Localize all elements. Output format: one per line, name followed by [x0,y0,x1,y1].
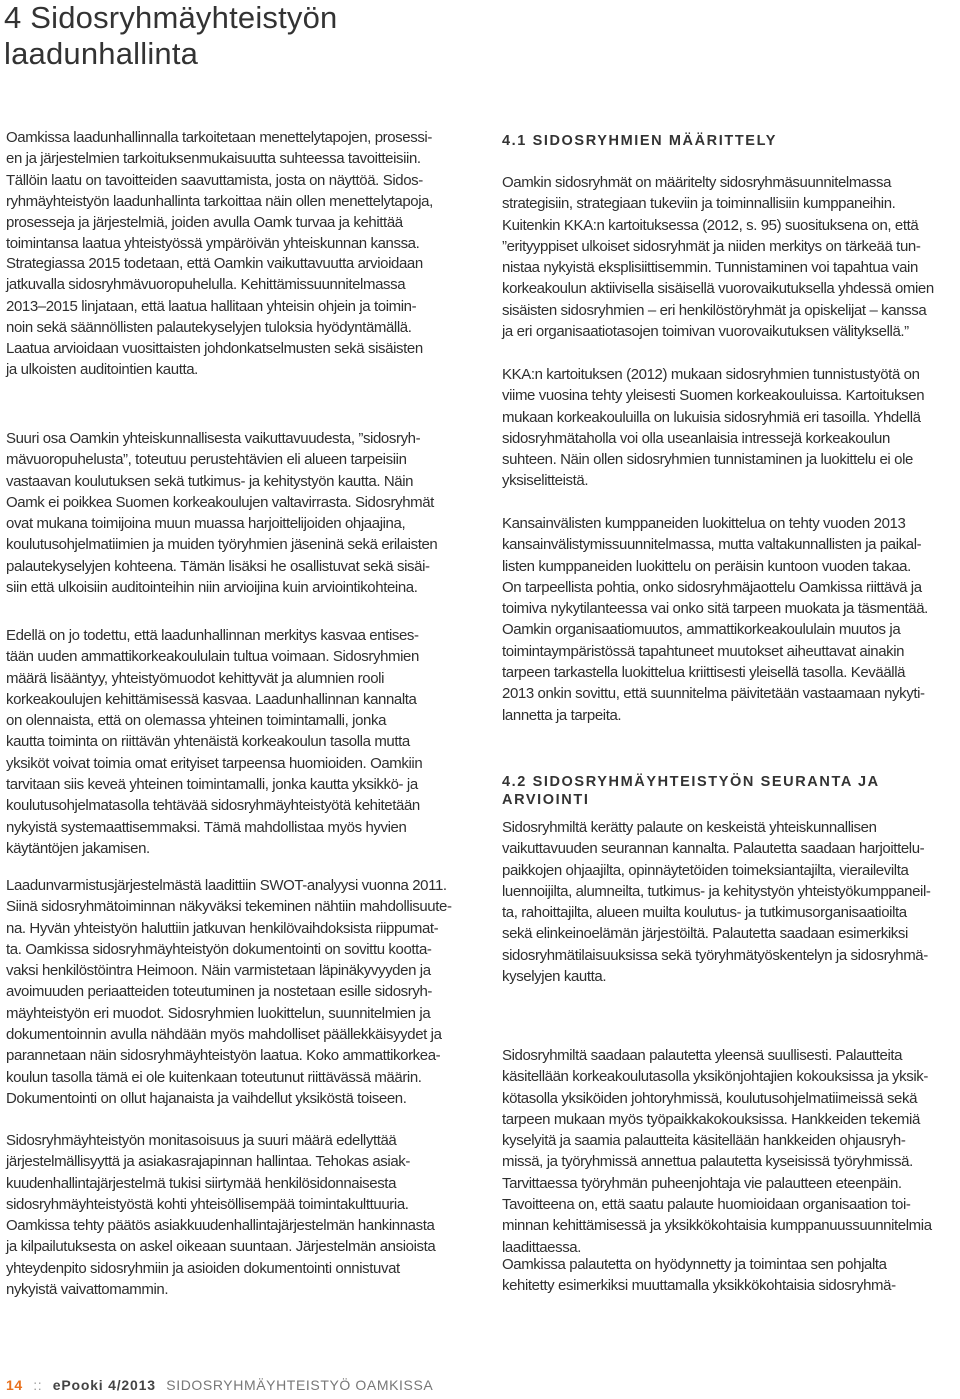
text-line: nistaa nykyistä eksplisiittisemmin. Tunnistaminen voi tapahtua vain [502,259,918,277]
paragraph-quality-definition [6,127,464,255]
text-line: Oamk ei poikkea Suomen korkeakoulujen valtavirrasta. Sidosryhmät [6,493,434,511]
text-line: vaksi henkilöstöintra Heimoon. Näin varmistetaan läpinäkyvyyden ja [6,962,431,980]
text-line: ta, rahoittajilta, alueen muilta koulutus- ja tutkimusorganisaatioilta [502,904,907,922]
footer-section-title: SIDOSRYHMÄYHTEISTYÖ OAMKISSA [166,1377,434,1393]
text-line: KKA:n kartoituksen (2012) mukaan sidosryhmien tunnistustyötä on [502,366,920,383]
text-line: tarvitaan siis keveä yhteinen toimintamalli, jonka kautta yksikkö- ja [6,776,418,794]
section-heading-4-2: 4.2 SIDOSRYHMÄYHTEISTYÖN SEURANTA JA ARVIOINTI [502,774,880,808]
text-line: kautta toiminta on riittävän yhtenäistä korkeakoulun tasolla mutta [6,733,410,751]
text-line: nykyistä vaivattomammin. [6,1281,169,1299]
text-line: korkeakoulun aktiivisella sisäisellä vuorovaikutuksella yhdessä omien [502,280,934,298]
text-line: palautekyselyjen kohteena. Tämän lisäksi he osallistuvat sekä sisäi- [6,557,430,575]
text-line: en ja järjestelmien tarkoituksenmukaisuutta suhteessa tavoitteisiin. [6,150,421,168]
text-line: mävuoropuhelusta”, toteutuu perustehtävien eli alueen tarpeisiin [6,451,407,469]
paragraph-feedback-processing [502,1045,958,1258]
text-line: koulutusohjelmatiimien ja muiden työryhmien jäseninä sekä erilaisten [6,536,438,554]
text-line: Oamkissa laadunhallinnalla tarkoitetaan menettelytapojen, prosessi- [6,129,432,146]
page-title-line-1: 4 Sidosryhmäyhteistyön [4,0,338,35]
text-line: sidosryhmätilaisuuksissa sekä työryhmätyöskentelyn ja sidosryhmä- [502,946,928,964]
text-line: käytäntöjen jakamisen. [6,839,150,857]
text-line: Sidosryhmiltä kerätty palaute on keskeistä yhteiskunnallisen [502,819,877,836]
paragraph-societal-impact [6,428,464,598]
text-line: 2013–2015 linjataan, että laatua hallitaan yhteisin ohjein ja toimin- [6,297,417,315]
text-line: suhteen. Näin ollen sidosryhmien tunnistaminen ja luokittelu ei ole [502,451,913,469]
text-line: paikkojen ohjaajilta, opinnäytetöiden toimeksiantajilta, vierailevilta [502,861,909,879]
text-line: ta. Oamkissa sidosryhmäyhteistyön dokumentointi on sovittu koottа- [6,940,432,958]
text-line: tään uuden ammattikorkeakoululain tultua voimaan. Sidosryhmien [6,648,419,666]
text-line: sidosryhmätaholla voi olla useanlaisia intressejä korkeakoulun [502,429,890,447]
text-line: noin sekä säännöllisten palautekyselyjen tuloksia hyödyntämällä. [6,318,412,336]
text-line: mukaan korkeakouluilla on lukuisia sidosryhmiä eri tasoilla. Yhdellä [502,408,921,426]
text-line: sidosryhmäyhteistyöstä kohti yhteisöllisempää toimintakulttuuria. [6,1195,409,1213]
text-line: mäyhteistyön eri muodot. Sidosryhmien luokittelun, suunnitelmien ja [6,1004,431,1022]
text-line: siin että ulkoisiin auditointeihin niin arvioijina kuin arviointikohteina. [6,579,418,597]
text-line: järjestelmällisyyttä ja asiakasrajapinnan hallintaa. Tehokas asiak- [6,1153,410,1171]
text-line: missä, ja työryhmissä annettua palautetta kyseisissä työryhmissä. [502,1153,913,1171]
text-line: kyselyjen kautta. [502,968,607,986]
text-line: tarpeen tarkastella luokittelua kriittisesti yleisellä tasolla. Keväällä [502,664,906,682]
text-line: Sidosryhmäyhteistyön monitasoisuus ja suuri määrä edellyttää [6,1132,397,1149]
text-line: vaikuttavuuden seurannan kannalta. Palautetta saadaan harjoittelu- [502,840,925,858]
text-line: 2013 onkin sovittu, että suunnitelma päivitetään vastaamaan nykyti- [502,685,925,703]
text-line: tarpeen mukaan myös työpaikkakokouksissa. Hankkeiden tekemiä [502,1110,920,1128]
text-line: määrä lisääntyy, yhteistyömuodot kehittyvät ja alumnien rooli [6,669,385,687]
text-line: Oamkissa palautetta on hyödynnetty ja toimintaa sen pohjalta [502,1256,887,1273]
text-line: ”erityyppiset ulkoiset sidosryhmät ja niiden merkitys on tärkeää tun- [502,237,921,255]
section-4-2 [502,773,958,809]
text-line: ja kilpailutuksesta on askel oikeaan suuntaan. Järjestelmän ansioista [6,1238,436,1256]
page-number: 14 [6,1377,23,1393]
text-line: Kuitenkin KKA:n kartoituksessa (2012, s. 95) suosituksena on, että [502,216,919,234]
page-title [4,0,338,72]
text-line: Sidosryhmiltä saadaan palautetta yleensä suullisesti. Palautteita [502,1047,903,1064]
paragraph-quality-management-importance [6,625,464,859]
text-line: dokumentoinnin avulla nähdään myös mahdolliset päällekkäisyydet ja [6,1026,442,1044]
text-line: ryhmäyhteistyön laadunhallinta tarkoittaa näin ollen menettelytapoja, [6,192,433,210]
text-line: Oamkin sidosryhmät on määritelty sidosryhmäsuunnitelmassa [502,174,892,191]
text-line: koulutusohjelmatasolla tehtävää sidosryhmäyhteistyötä kehitetään [6,797,420,815]
text-line: Strategiassa 2015 todetaan, että Oamkin vaikuttavuutta arvioidaan [6,255,423,272]
paragraph-stakeholder-definition [502,172,958,342]
text-line: Oamkin organisaatiomuutos, ammattikorkeakoululain muutos ja [502,621,901,639]
text-line: lannetta ja tarpeita. [502,706,622,724]
text-line: Oamkissa tehty päätös asiakkuudenhallintajärjestelmän hankinnasta [6,1217,435,1235]
paragraph-swot-analysis [6,875,464,1109]
text-line: koulun tasolla tämä ei ole kuitenkaan toteutunut riittävässä määrin. [6,1068,422,1086]
text-line: minnan kehittämisessä ja yksikkökohtaisia kumppanuussuunnitelmia [502,1217,932,1235]
text-line: yhteydenpito sidosryhmiin ja asioiden dokumentointi onnistuvat [6,1259,400,1277]
text-line: na. Hyvän yhteistyön haluttiin jatkuvan henkilövaihdoksista riippumat- [6,919,439,937]
text-line: Kansainvälisten kumppaneiden luokittelua on tehty vuoden 2013 [502,515,906,532]
footer-separator: :: [33,1377,43,1393]
magazine-issue: ePooki 4/2013 [52,1377,156,1393]
text-line: kansainvälistymissuunnitelmassa, mutta valtakunnallisten ja paikal- [502,536,922,554]
text-line: Tällöin laatu on tavoitteiden saavuttamista, josta on näyttöä. Sidos- [6,171,423,189]
text-line: On tarpeellista pohtia, onko sidosryhmäjaottelu Oamkissa riittävä ja [502,578,922,596]
text-line: käsitellään korkeakoulutasolla yksikönjohtajien kokouksissa ja yksik- [502,1068,928,1086]
text-line: Suuri osa Oamkin yhteiskunnallisesta vaikuttavuudesta, ”sidosryh- [6,430,421,447]
text-line: luennoijilta, alumneilta, tutkimus- ja kehitystyön yhteistyökumppaneil- [502,882,931,900]
text-line: ja ulkoisten auditointien kautta. [6,361,198,379]
text-line: sekä elinkeinoelämän järjestöiltä. Palautetta saadaan esimerkiksi [502,925,908,943]
text-line: Tarvittaessa työryhmän puheenjohtaja vie palautteen eteenpäin. [502,1174,902,1192]
text-line: prosesseja ja järjestelmiä, joiden avulla Oamk turvaa ja kehittää [6,214,403,232]
text-line: toimintaympäristössä tapahtuneet muutokset aiheuttavat ainakin [502,642,905,660]
section-heading-4-1: 4.1 SIDOSRYHMIEN MÄÄRITTELY [502,133,777,149]
text-line: viime vuosina tehty yleisesti Suomen korkeakouluissa. Kartoituksen [502,387,925,405]
text-line: ja eri organisaatiotasojen toimivan vuorovaikutuksen välityksellä.” [502,323,909,341]
text-line: ovat mukana toimijoina muun muassa harjoittelijoiden ohjaajina, [6,515,406,533]
text-line: yksiköt voivat toimia omat erityiset tarpeensa huomioiden. Oamkiin [6,754,423,772]
paragraph-feedback-collection [502,817,958,987]
text-line: listen kumppaneiden luokittelu on peräisin kuntoon vuoden takaa. [502,557,911,575]
text-line: toimiva nykytilanteessa vai onko sitä tarpeen muokata ja täsmentää. [502,600,928,618]
paragraph-feedback-utilization [502,1254,958,1297]
text-line: kyselyitä ja saamia palautteita käsitellään hankkeiden ohjausryh- [502,1132,906,1150]
text-line: Laatua arvioidaan vuosittaisten johdonkatselmusten sekä sisäisten [6,340,423,358]
text-line: Laadunvarmistusjärjestelmästä laadittiin SWOT-analyysi vuonna 2011. [6,877,447,894]
text-line: avoimuuden periaatteiden toteutuminen ja nostetaan esille sidosryh- [6,983,432,1001]
text-line: vastaavan koulutuksen sekä tutkimus- ja kehitystyön kautta. Näin [6,472,414,490]
text-line: nykyistä systemaattisemmaksi. Tämä mahdollistaa myös hyvien [6,818,407,836]
page-footer [6,1377,433,1393]
paragraph-international-partners [502,513,958,726]
text-line: strategisiin, strategiaan tukeviin ja toiminnallisiin kumppaneihin. [502,195,896,213]
page-title-line-2: laadunhallinta [4,36,199,71]
text-line: kuudenhallintajärjestelmä tukisi siirtymää henkilösidonnaisesta [6,1174,397,1192]
text-line: Tavoitteena on, että saatu palaute huomioidaan organisaation toi- [502,1196,911,1214]
text-line: kötasolla yksiköiden johtoryhmissä, koulutusohjelmatiimeissä sekä [502,1089,918,1107]
text-line: Edellä on jo todettu, että laadunhallinnan merkitys kasvaa entises- [6,627,419,644]
section-4-1 [502,132,958,150]
paragraph-kka-survey [502,364,958,492]
text-line: Siinä sidosryhmätoiminnan näkyväksi tekeminen nähtiin mahdollisuute- [6,898,452,916]
text-line: sisäisten sidosryhmien – eri henkilöstöryhmät ja opiskelijat – kanssa [502,301,927,319]
text-line: parannetaan näin sidosryhmäyhteistyön laatua. Koko ammattikorkea- [6,1047,441,1065]
text-line: toimintansa laatua yhteistyössä ympäröivän yhteiskunnan kanssa. [6,235,420,253]
text-line: Dokumentointi on ollut hajanaista ja vaihdellut yksiköstä toiseen. [6,1089,407,1107]
paragraph-strategy [6,253,464,381]
paragraph-crm-system [6,1130,464,1300]
text-line: yksiselitteistä. [502,472,589,490]
text-line: laadittaessa. [502,1238,582,1256]
text-line: kehitetty esimerkiksi muuttamalla yksikkökohtaisia sidosryhmä- [502,1277,896,1295]
text-line: jatkuvalla sidosryhmävuoropuhelulla. Kehittämissuunnitelmassa [6,276,406,294]
text-line: korkeakoulujen kehittämisessä kasvaa. Laadunhallinnan kannalta [6,690,417,708]
text-line: on olennaista, että on olemassa yhteinen toimintamalli, jonka [6,712,387,730]
